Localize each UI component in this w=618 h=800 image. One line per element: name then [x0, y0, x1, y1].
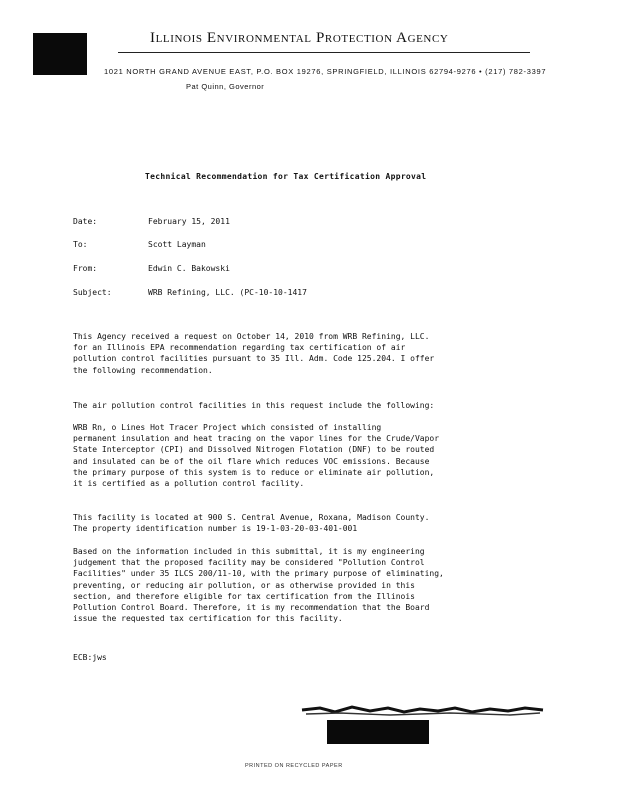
paragraph-line: for an Illinois EPA recommendation regarding tax certification of air: [73, 343, 406, 353]
memo-label: From:: [73, 264, 98, 273]
memo-value: Scott Layman: [148, 240, 206, 249]
paragraph-line: pollution control facilities pursuant to 35 Ill. Adm. Code 125.204. I offer: [73, 354, 435, 364]
memo-value: Edwin C. Bakowski: [148, 264, 230, 273]
paragraph-line: the following recommendation.: [73, 365, 213, 375]
paragraph-line: issue the requested tax certification for this facility.: [73, 614, 343, 624]
paragraph-line: This facility is located at 900 S. Central Avenue, Roxana, Madison County.: [73, 513, 430, 522]
document-title: Technical Recommendation for Tax Certification Approval: [145, 172, 427, 181]
paragraph-line: The property identification number is 19-1-03-20-03-401-001: [73, 524, 358, 534]
paragraph-line: State Interceptor (CPI) and Dissolved Nitrogen Flotation (DNF) to be routed: [73, 445, 435, 455]
paragraph-line: permanent insulation and heat tracing on the vapor lines for the Crude/Vapor: [73, 434, 440, 444]
recycled-paper-note: PRINTED ON RECYCLED PAPER: [245, 763, 343, 769]
body-paragraph: [73, 546, 444, 624]
body-paragraph: [73, 512, 429, 534]
paragraph-line: judgement that the proposed facility may be considered "Pollution Control: [73, 558, 425, 568]
redacted-logo-block: [33, 33, 87, 75]
paragraph-line: The air pollution control facilities in this request include the following:: [73, 401, 435, 410]
paragraph-line: section, and therefore eligible for tax certification from the Illinois: [73, 591, 415, 601]
memo-label: To:: [73, 240, 88, 249]
paragraph-line: the primary purpose of this system is to reduce or eliminate air pollution,: [73, 467, 435, 477]
paragraph-line: Facilities" under 35 ILCS 200/11-10, with the primary purpose of eliminating,: [73, 569, 444, 579]
signature-scribble: [300, 700, 545, 718]
paragraph-line: WRB Rn, o Lines Hot Tracer Project which consisted of installing: [73, 423, 382, 432]
memo-value: February 15, 2011: [148, 217, 230, 226]
paragraph-line: preventing, or reducing air pollution, or as otherwise provided in this: [73, 580, 415, 590]
agency-title: Illinois Environmental Protection Agency: [150, 30, 449, 46]
paragraph-line: This Agency received a request on October 14, 2010 from WRB Refining, LLC.: [73, 332, 430, 341]
body-paragraph: [73, 331, 434, 376]
paragraph-line: Based on the information included in this submittal, it is my engineering: [73, 547, 425, 556]
body-paragraph: [73, 400, 434, 411]
paragraph-line: and insulated can be of the oil flare which reduces VOC emissions. Because: [73, 456, 430, 466]
paragraph-line: it is certified as a pollution control facility.: [73, 479, 305, 489]
agency-address: 1021 NORTH GRAND AVENUE EAST, P.O. BOX 19276, SPRINGFIELD, ILLINOIS 62794-9276 • (217) 782-3397: [104, 67, 547, 76]
header-rule: [118, 52, 530, 53]
memo-value: WRB Refining, LLC. (PC-10-10-1417: [148, 288, 307, 297]
governor-line: Pat Quinn, Governor: [186, 82, 265, 91]
memo-label: Subject:: [73, 288, 112, 297]
paragraph-line: ECB:jws: [73, 653, 107, 662]
paragraph-line: Pollution Control Board. Therefore, it is my recommendation that the Board: [73, 603, 430, 613]
body-paragraph: [73, 422, 439, 489]
body-paragraph: [73, 652, 107, 663]
memo-label: Date:: [73, 217, 98, 226]
redacted-signature-block: [327, 720, 429, 744]
